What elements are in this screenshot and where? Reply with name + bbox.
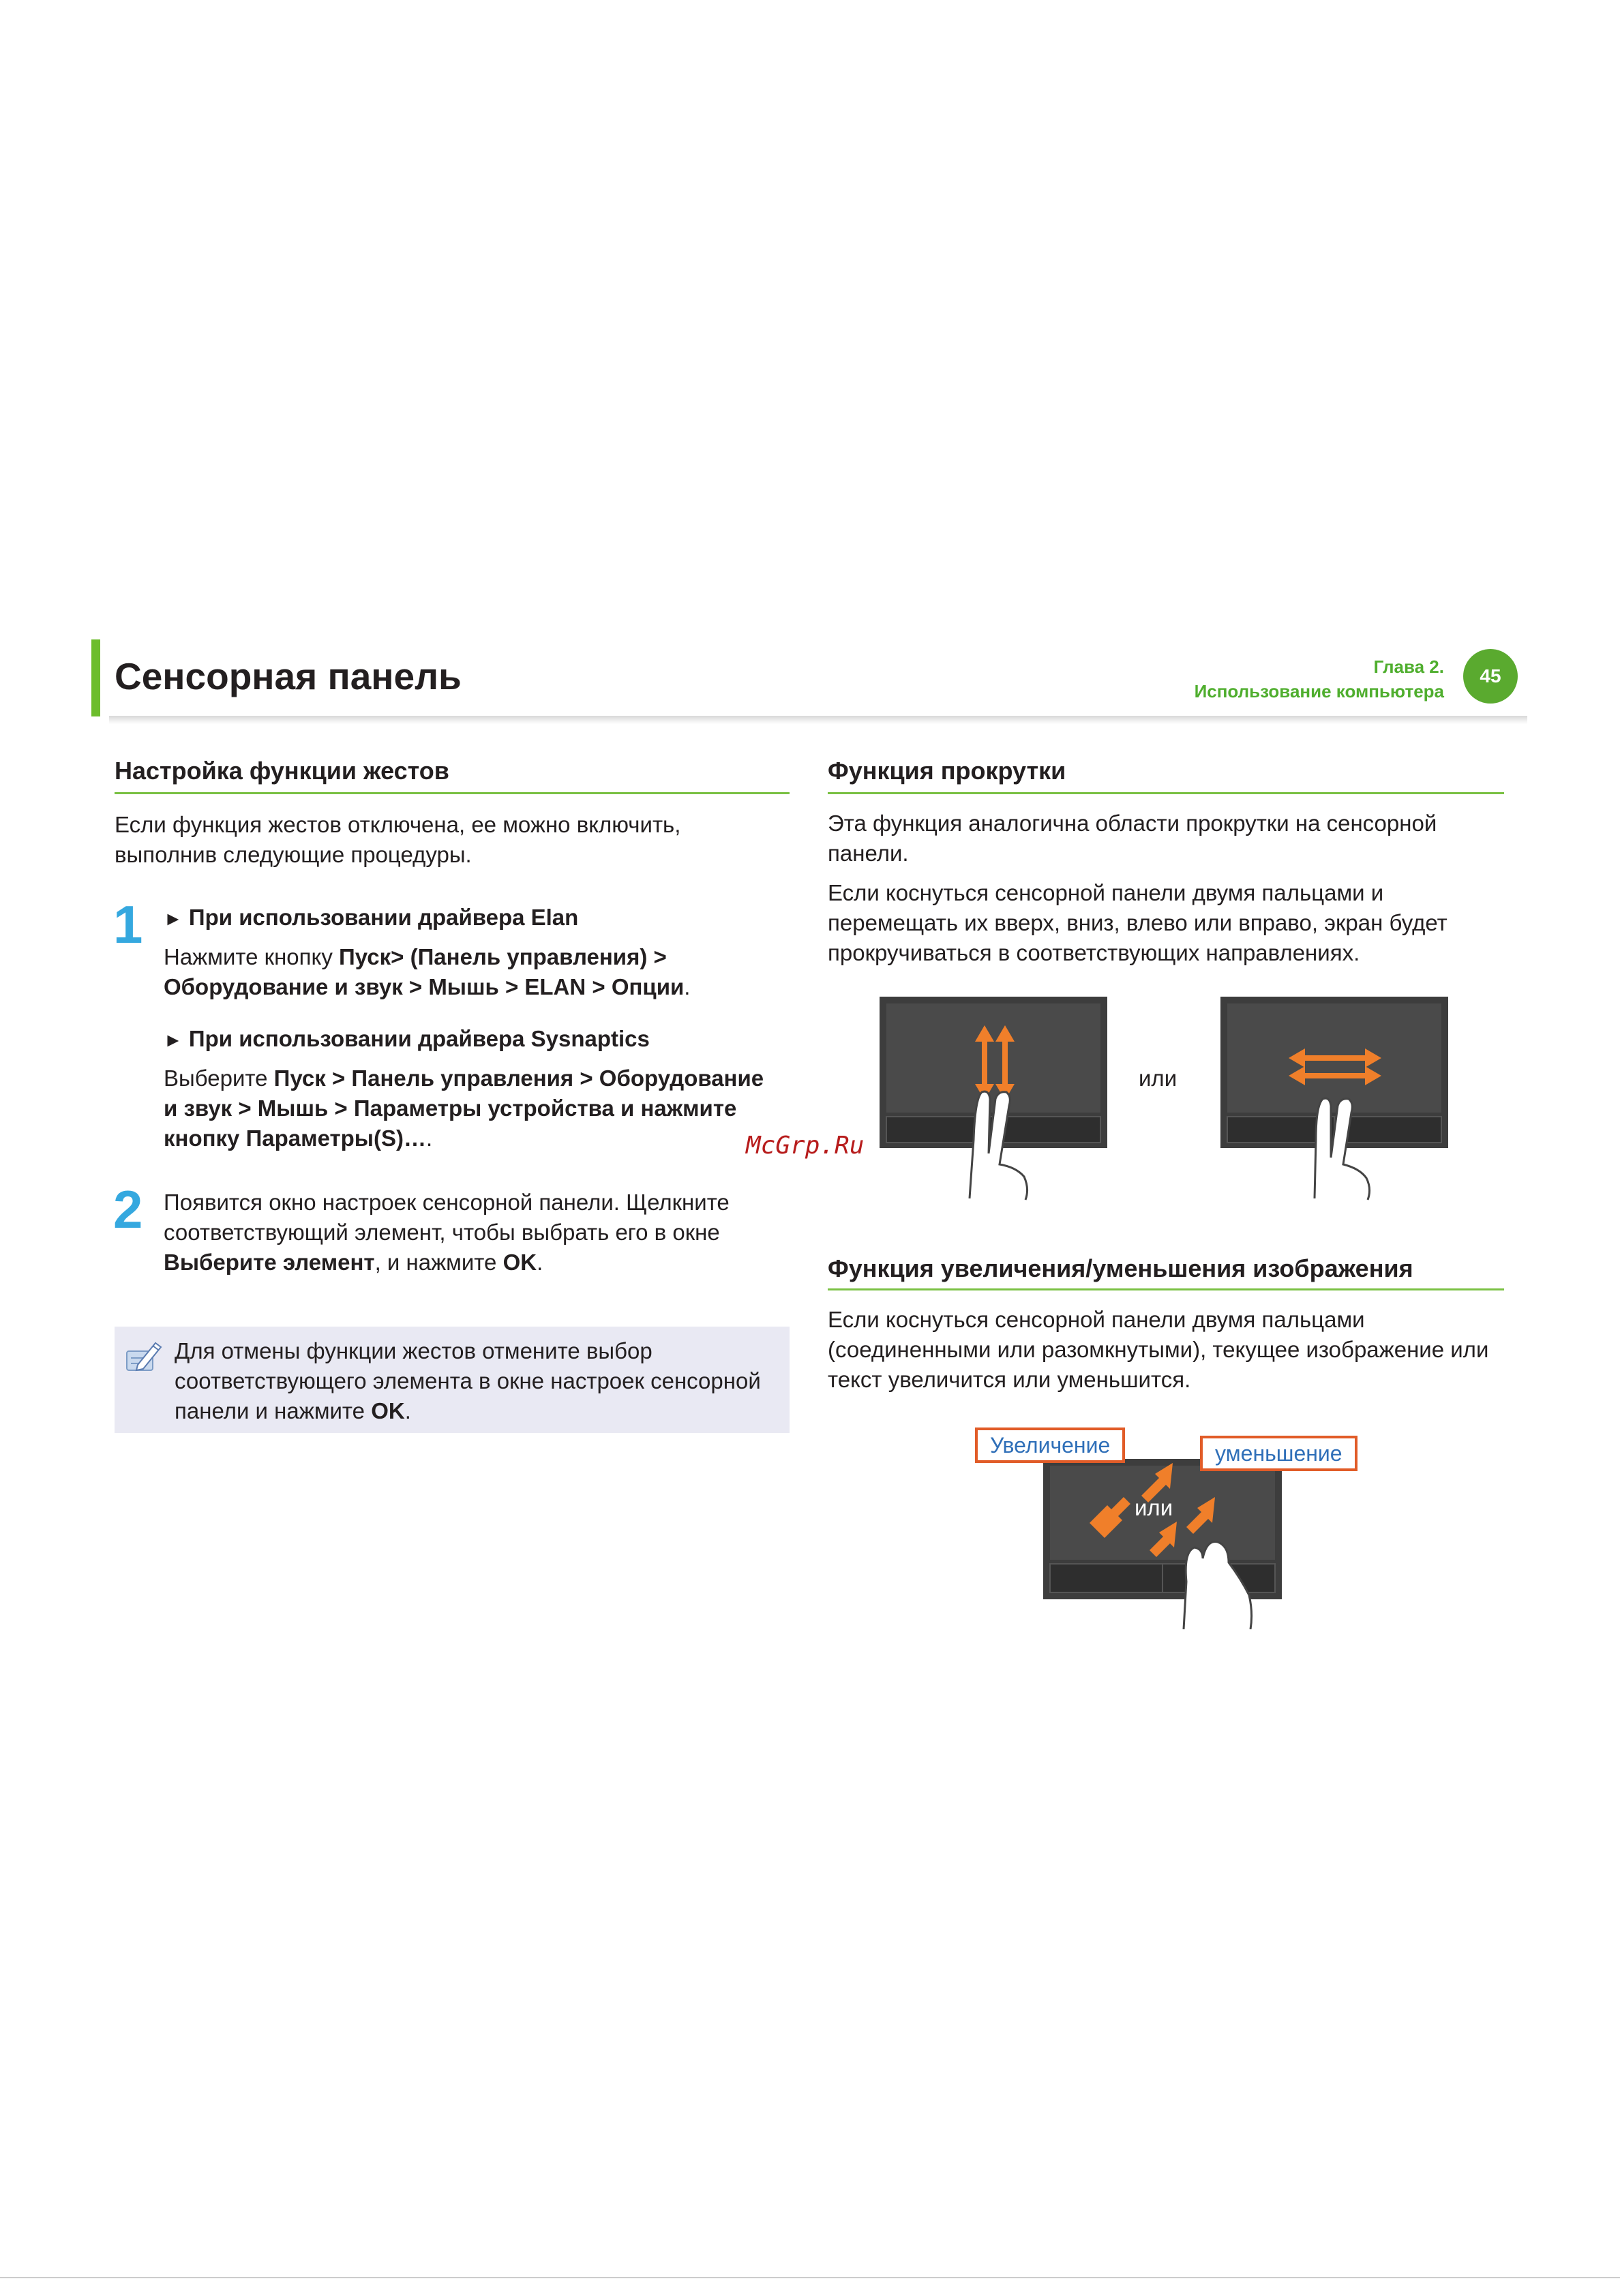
scroll-heading-underline bbox=[828, 792, 1504, 794]
zoom-in-callout: Увеличение bbox=[975, 1428, 1125, 1463]
zoom-paragraph: Если коснуться сенсорной панели двумя пальцами (соединенными или разомкнутыми), текущее изображение или текст увеличится или уменьшится. bbox=[828, 1307, 1489, 1392]
page-number-badge: 45 bbox=[1463, 649, 1518, 704]
watermark: McGrp.Ru bbox=[746, 1132, 865, 1160]
zoom-or-label: или bbox=[1135, 1495, 1173, 1520]
gesture-settings-heading: Настройка функции жестов bbox=[115, 757, 449, 785]
triangle-bullet-icon: ► bbox=[164, 908, 183, 929]
chapter-label bbox=[1195, 654, 1444, 704]
scroll-paragraph-2: Если коснуться сенсорной панели двумя пальцами и перемещать их вверх, вниз, влево или вправо, экран будет прокручиваться в соответствующих направлениях. bbox=[828, 880, 1448, 965]
page-bottom-line bbox=[0, 2277, 1620, 2278]
vertical-scroll-touchpad-figure bbox=[880, 997, 1111, 1201]
scroll-function-heading: Функция прокрутки bbox=[828, 757, 1066, 785]
step-1-elan: ► При использовании драйвера Elan Нажмите кнопку Пуск> (Панель управления) > Оборудование и звук > Мышь > ELAN > Опции. bbox=[164, 905, 691, 999]
page-title: Сенсорная панель bbox=[115, 655, 462, 697]
step-2-number: 2 bbox=[113, 1179, 143, 1239]
header-divider bbox=[109, 716, 1527, 724]
scroll-paragraph-1: Эта функция аналогична области прокрутки на сенсорной панели. bbox=[828, 811, 1437, 866]
step-1-synaptics: ► При использовании драйвера Sysnaptics Выберите Пуск > Панель управления > Оборудование и звук > Мышь > Параметры устройства и нажмите кнопку Параметры(S)…. bbox=[164, 1026, 764, 1151]
zoom-out-callout: уменьшение bbox=[1200, 1436, 1358, 1471]
zoom-touchpad-figure bbox=[1036, 1459, 1282, 1629]
zoom-function-heading: Функция увеличения/уменьшения изображения bbox=[828, 1254, 1413, 1282]
chapter-number: Глава 2. bbox=[1373, 656, 1444, 677]
title-accent-bar bbox=[91, 639, 100, 716]
gesture-intro: Если функция жестов отключена, ее можно включить, выполнив следующие процедуры. bbox=[115, 812, 681, 867]
triangle-bullet-icon: ► bbox=[164, 1029, 183, 1051]
step-1-number: 1 bbox=[113, 894, 143, 954]
step-2-text: Появится окно настроек сенсорной панели. Щелкните соответствующий элемент, чтобы выбрать его в окне Выберите элемент, и нажмите OK. bbox=[164, 1190, 730, 1275]
note-text: Для отмены функции жестов отмените выбор соответствующего элемента в окне настроек сенсорной панели и нажмите OK. bbox=[175, 1338, 761, 1423]
zoom-heading-underline bbox=[828, 1288, 1504, 1290]
note-pencil-icon bbox=[123, 1338, 164, 1376]
scroll-or-label: или bbox=[1139, 1066, 1178, 1091]
horizontal-scroll-touchpad-figure bbox=[1220, 997, 1452, 1201]
chapter-title: Использование компьютера bbox=[1194, 681, 1444, 701]
gesture-heading-underline bbox=[115, 792, 790, 794]
